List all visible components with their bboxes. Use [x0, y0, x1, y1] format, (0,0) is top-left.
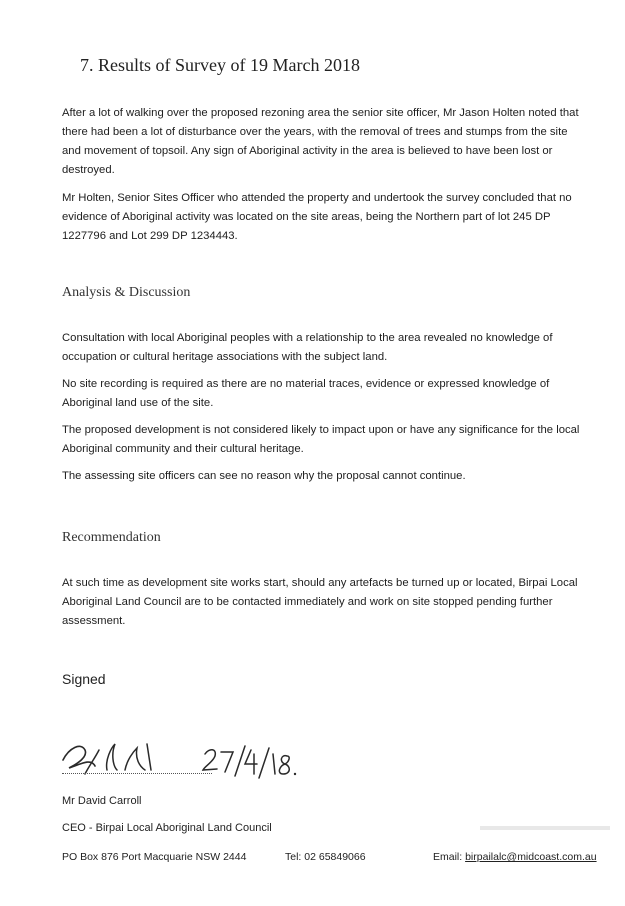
handwritten-signature: [55, 730, 315, 788]
analysis-paragraph-4: The assessing site officers can see no reason why the proposal cannot continue.: [62, 470, 466, 482]
analysis-paragraph-2: No site recording is required as there are no material traces, evidence or expressed knowledge of Aboriginal land use of the site.: [62, 378, 550, 409]
signatory-title: CEO - Birpai Local Aboriginal Land Council: [62, 822, 272, 834]
recommendation-paragraph: At such time as development site works start, should any artefacts be turned up or located, Birpai Local Aboriginal Land Council are to be contacted immediately and work on site stopped pending further assessment.: [62, 577, 578, 627]
analysis-paragraph-3: The proposed development is not considered likely to impact upon or have any significance for the local Aboriginal community and their cultural heritage.: [62, 424, 580, 455]
section-heading-results: 7. Results of Survey of 19 March 2018: [80, 55, 360, 75]
footer-email: [433, 851, 597, 863]
section-heading-recommendation: Recommendation: [62, 530, 161, 545]
scan-artifact: [480, 826, 610, 830]
signed-label: Signed: [62, 671, 106, 687]
footer-address: PO Box 876 Port Macquarie NSW 2444: [62, 851, 247, 863]
footer-phone: Tel: 02 65849066: [285, 851, 366, 863]
analysis-paragraph-1: Consultation with local Aboriginal peoples with a relationship to the area revealed no knowledge of occupation or cultural heritage associations with the subject land.: [62, 332, 553, 363]
signature-line: [62, 773, 212, 774]
results-paragraph-1: After a lot of walking over the proposed rezoning area the senior site officer, Mr Jason Holten noted that there had been a lot of disturbance over the years, with the removal of trees and stumps from the site and movement of topsoil. Any sign of Aboriginal activity in the area is believed to have been lost or destroyed.: [62, 107, 579, 176]
results-paragraph-2: Mr Holten, Senior Sites Officer who attended the property and undertook the survey concluded that no evidence of Aboriginal activity was located on the site areas, being the Northern part of lot 245 DP 1227796 and Lot 299 DP 1234443.: [62, 192, 572, 242]
signatory-name: Mr David Carroll: [62, 795, 142, 807]
section-heading-analysis: Analysis & Discussion: [62, 285, 191, 300]
footer-email-label: Email:: [433, 851, 466, 863]
footer-email-link[interactable]: birpailalc@midcoast.com.au: [465, 851, 597, 863]
